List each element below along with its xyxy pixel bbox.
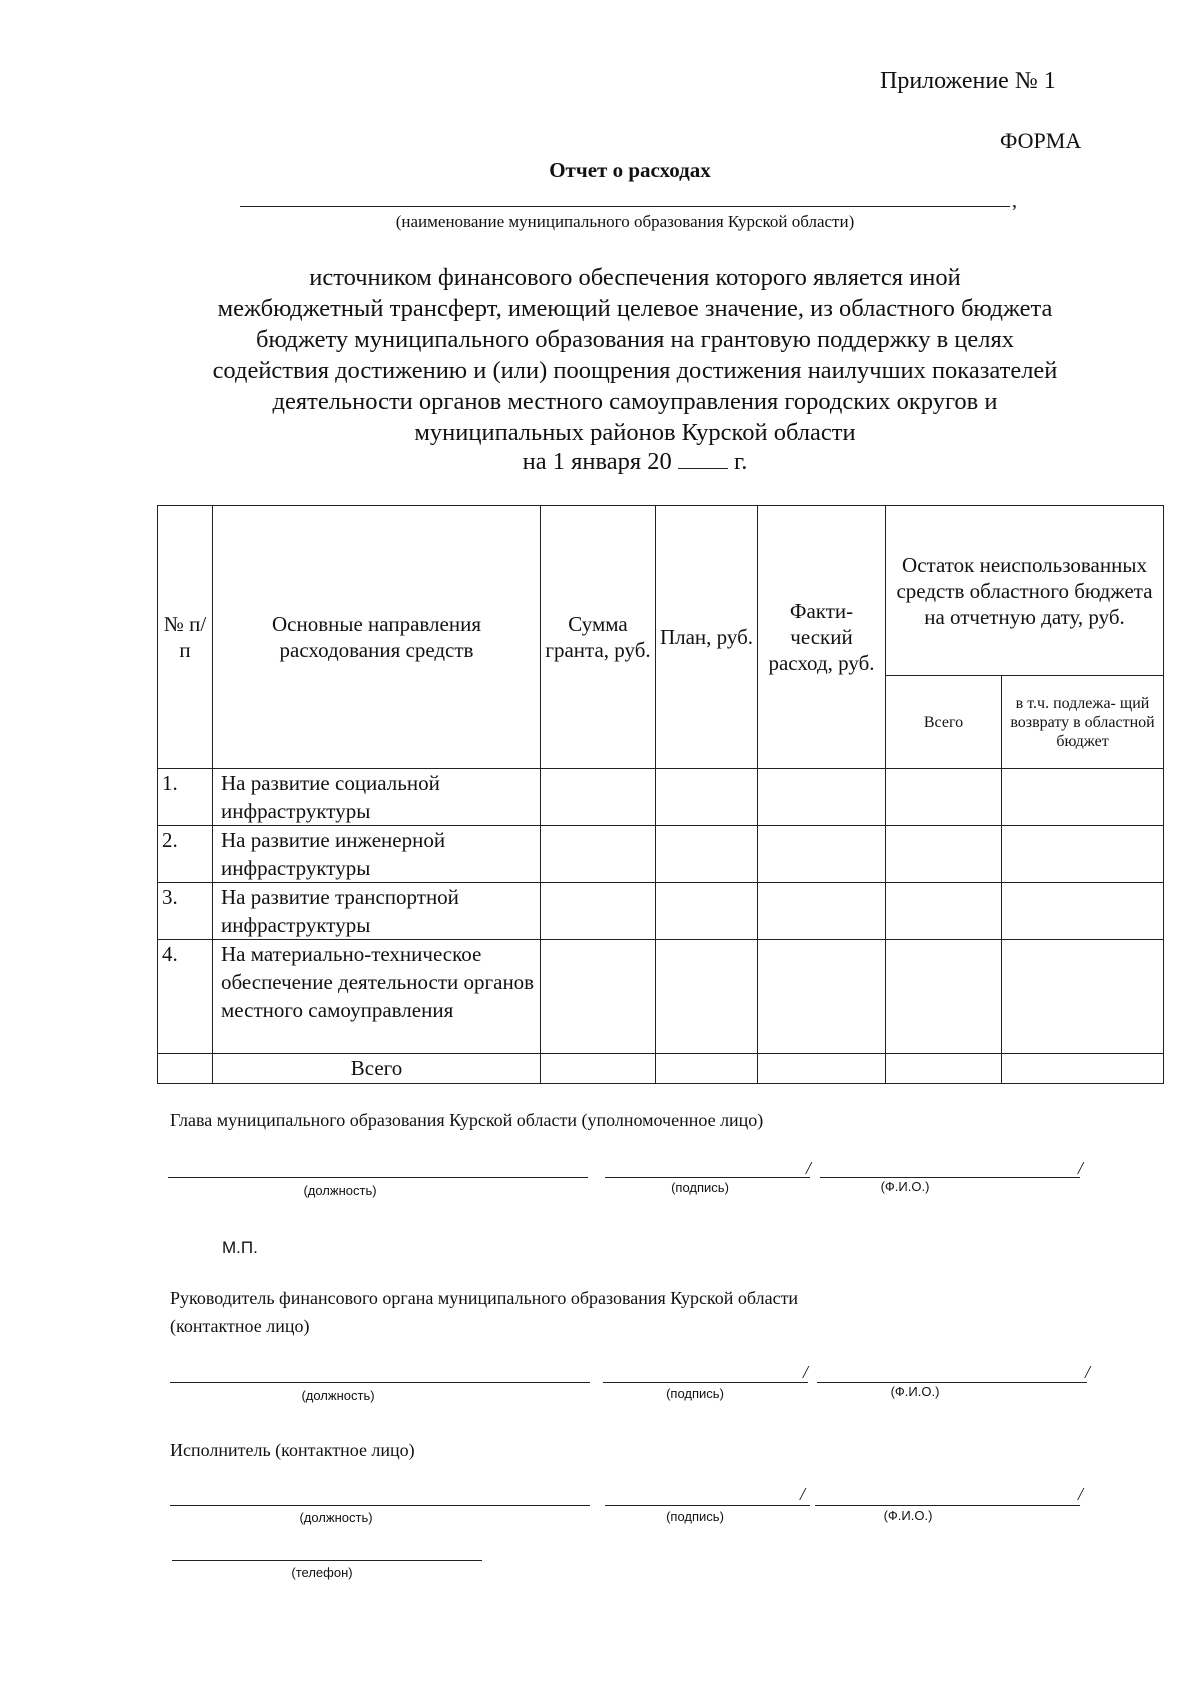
caption-signature: (подпись) (666, 1509, 724, 1524)
slash: / (1078, 1484, 1084, 1504)
form-label: ФОРМА (1000, 128, 1082, 153)
row-direction: На материально-техническое обеспечение деятельности органов местного самоуправления (213, 940, 541, 1054)
executor-fio-line[interactable] (815, 1505, 1080, 1506)
finance-signature-line[interactable] (603, 1382, 808, 1383)
cell-remainder-refund[interactable] (1002, 883, 1164, 940)
cell-remainder-total-sum[interactable] (886, 1054, 1002, 1084)
cell-grant-total[interactable] (541, 1054, 656, 1084)
phone-line[interactable] (172, 1560, 482, 1561)
header-remainder-refund: в т.ч. подлежа- щий возврату в областной бюджет (1002, 676, 1164, 769)
slash: / (803, 1362, 809, 1382)
municipality-name-caption: (наименование муниципального образования Курской области) (395, 212, 855, 231)
row-direction: На развитие транспортной инфраструктуры (213, 883, 541, 940)
document-title: Отчет о расходах (549, 158, 711, 182)
row-num: 3. (158, 883, 213, 940)
caption-fio: (Ф.И.О.) (883, 1508, 933, 1523)
cell-grant[interactable] (541, 826, 656, 883)
cell-actual[interactable] (758, 769, 886, 826)
head-signature-line[interactable] (605, 1177, 810, 1178)
report-description (150, 262, 1120, 448)
comma: , (1012, 190, 1017, 212)
header-remainder: Остаток неиспользованных средств областного бюджета на отчетную дату, руб. (886, 506, 1164, 676)
finance-head-label: Руководитель финансового органа муниципального образования Курской области (170, 1288, 799, 1308)
expense-table (157, 505, 1164, 1084)
cell-plan[interactable] (656, 883, 758, 940)
executor-signature-line[interactable] (605, 1505, 810, 1506)
cell-remainder-total[interactable] (886, 940, 1002, 1054)
cell-grant[interactable] (541, 883, 656, 940)
slash: / (800, 1484, 806, 1504)
description-line: бюджету муниципального образования на грантовую поддержку в целях (256, 326, 1014, 353)
head-signatory-label: Глава муниципального образования Курской области (уполномоченное лицо) (170, 1110, 764, 1130)
finance-head-contact-label: (контактное лицо) (170, 1316, 310, 1336)
year-blank[interactable] (678, 448, 728, 469)
cell-plan[interactable] (656, 769, 758, 826)
cell-actual[interactable] (758, 883, 886, 940)
header-num: № п/ п (158, 506, 213, 769)
cell-grant[interactable] (541, 940, 656, 1054)
cell-remainder-refund[interactable] (1002, 940, 1164, 1054)
slash: / (1078, 1158, 1084, 1178)
appendix-number: Приложение № 1 (880, 68, 1056, 94)
description-line: содействия достижению и (или) поощрения достижения наилучших показателей (212, 357, 1058, 384)
date-prefix: на 1 января 20 (522, 448, 672, 475)
caption-fio: (Ф.И.О.) (890, 1384, 940, 1399)
caption-signature: (подпись) (671, 1180, 729, 1195)
header-actual: Факти- ческий расход, руб. (758, 506, 886, 769)
cell-plan[interactable] (656, 940, 758, 1054)
executor-label: Исполнитель (контактное лицо) (170, 1440, 415, 1460)
cell-remainder-refund[interactable] (1002, 769, 1164, 826)
row-direction: На развитие инженерной инфраструктуры (213, 826, 541, 883)
cell-remainder-refund-sum[interactable] (1002, 1054, 1164, 1084)
header-plan: План, руб. (656, 506, 758, 769)
header-direction: Основные направления расходования средств (213, 506, 541, 769)
finance-position-line[interactable] (170, 1382, 590, 1383)
description-line: межбюджетный трансферт, имеющий целевое значение, из областного бюджета (217, 295, 1053, 322)
header-remainder-total: Всего (886, 676, 1002, 769)
municipality-name-line[interactable] (240, 206, 1010, 207)
total-label: Всего (213, 1054, 541, 1084)
header-grant: Сумма гранта, руб. (541, 506, 656, 769)
row-num: 1. (158, 769, 213, 826)
caption-position: (должность) (303, 1183, 377, 1198)
table-row (158, 883, 1164, 940)
cell-remainder-total[interactable] (886, 769, 1002, 826)
slash: / (1085, 1362, 1091, 1382)
row-num: 4. (158, 940, 213, 1054)
description-line: источником финансового обеспечения которого является иной (309, 264, 961, 291)
cell-actual[interactable] (758, 826, 886, 883)
cell-remainder-refund[interactable] (1002, 826, 1164, 883)
cell-plan[interactable] (656, 826, 758, 883)
head-position-line[interactable] (168, 1177, 588, 1178)
total-num-cell (158, 1054, 213, 1084)
cell-plan-total[interactable] (656, 1054, 758, 1084)
caption-position: (должность) (299, 1510, 373, 1525)
finance-fio-line[interactable] (817, 1382, 1087, 1383)
caption-phone: (телефон) (291, 1565, 353, 1580)
description-line: деятельности органов местного самоуправления городских округов и (272, 388, 998, 415)
row-direction: На развитие социальной инфраструктуры (213, 769, 541, 826)
total-row (158, 1054, 1164, 1084)
date-suffix: г. (733, 448, 748, 475)
slash: / (806, 1158, 812, 1178)
caption-fio: (Ф.И.О.) (880, 1179, 930, 1194)
table-row (158, 826, 1164, 883)
cell-remainder-total[interactable] (886, 826, 1002, 883)
cell-remainder-total[interactable] (886, 883, 1002, 940)
caption-signature: (подпись) (666, 1386, 724, 1401)
description-line: муниципальных районов Курской области (414, 419, 856, 446)
table-row (158, 940, 1164, 1054)
cell-actual-total[interactable] (758, 1054, 886, 1084)
stamp-place-label: М.П. (222, 1238, 258, 1257)
table-row (158, 769, 1164, 826)
head-fio-line[interactable] (820, 1177, 1080, 1178)
executor-position-line[interactable] (170, 1505, 590, 1506)
report-date (150, 448, 1120, 476)
row-num: 2. (158, 826, 213, 883)
cell-grant[interactable] (541, 769, 656, 826)
caption-position: (должность) (301, 1388, 375, 1403)
cell-actual[interactable] (758, 940, 886, 1054)
